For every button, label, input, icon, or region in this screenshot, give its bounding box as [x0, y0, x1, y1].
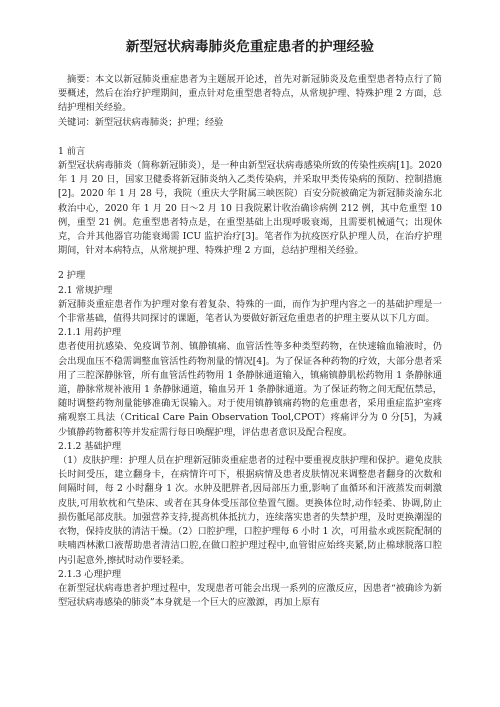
subsection-heading-basic-care: 2.1.2 基础护理	[58, 440, 122, 452]
medication-care-paragraph: 患者使用抗感染、免疫调节剂、镇静镇痛、血管活性等多种类型药物，在快速输血输液时，仍会出现血压不稳需调整血管活性药物剂量的情况[4]。为了保证各种药物的疗效，大部分患者采用了三腔深静脉管，所有血管活性药物用 1 条静脉通道输入，镇痛镇静肌松药物用 1 条静脉通道，静脉常规补液用 1 条静脉通道，输血另开 1 条静脉通道。为了保证药物之间无配伍禁忌，随时调整药物剂量能够准确无误输入。对于使用镇静镇痛药物的危重患者，采用重症监护室疼痛观察工具法（Critical Care Pain Observation Tool,CPOT）疼痛评分为 0 分[5]，为减少镇静药物蓄积等并发症需行每日唤醒护理，评估患者意识及配合程度。	[58, 341, 442, 438]
section-heading-introduction: 1 前言	[58, 145, 86, 157]
section-heading-nursing: 2 护理	[58, 270, 86, 282]
keywords: 关键词：新型冠状病毒肺炎；护理；经验	[58, 116, 224, 128]
document-title: 新型冠状病毒肺炎危重症患者的护理经验	[125, 39, 375, 55]
abstract: 摘要：本文以新冠肺炎重症患者为主题展开论述，首先对新冠肺炎及危重型患者特点行了简要概述，然后在治疗护理期间，重点针对危重型患者特点，从常规护理、特殊护理 2 方面，总结护理相关经验。	[58, 74, 442, 114]
psychological-care-paragraph: 在新型冠状病毒患者护理过程中，发现患者可能会出现一系列的应激反应，因患者“被确诊为新型冠状病毒感染的肺炎”本身就是一个巨大的应激源，再加上原有	[58, 582, 442, 609]
subsection-heading-routine-care: 2.1 常规护理	[58, 284, 113, 296]
introduction-paragraph: 新型冠状病毒肺炎（简称新冠肺炎），是一种由新型冠状病毒感染所致的传染性疾病[1]。2020 年 1 月 20 日，国家卫健委将新冠肺炎纳入乙类传染病，并采取甲类传染病的预防、控制措施[2]。2020 年 1 月 28 号，我院（重庆大学附属三峡医院）百安分院被确定为新冠肺炎渝东北救治中心，2020 年 1 月 20 日～2 月 10 日我院累计收治确诊病例 212 例，其中危重型 10 例，重型 21 例。危重型患者特点是，在重型基础上出现呼吸衰竭，且需要机械通气；出现休克，合并其他器官功能衰竭需 ICU 监护治疗[3]。笔者作为抗疫医疗队护理人员，在治疗护理期间，针对本病特点，从常规护理、特殊护理 2 方面，总结护理相关经验。	[58, 160, 442, 257]
basic-care-paragraph: （1）皮肤护理：护理人员在护理新冠肺炎重症患者的过程中要重视皮肤护理和保护。避免皮肤长时间受压，建立翻身卡，在病情许可下，根据病情及患者皮肤情况来调整患者翻身的次数和间隔时间，每 2 小时翻身 1 次。水肿及肥胖者,因局部压力重,影响了血循环和汗液蒸发而刺激皮肤,可用软枕和气垫床、或者在其身体受压部位垫置气圈。更换体位时,动作轻柔、协调,防止损伤骶尾部皮肤。加强营养支持,提高机体抵抗力，连续落实患者的失禁护理，及时更换潮湿的衣物，保持皮肤的清洁干燥。（2）口腔护理，口腔护理每 6 小时 1 次，可用盐水或医院配制的呋喃西林漱口液帮助患者清洁口腔,在做口腔护理过程中,血管钳应始终夹紧,防止棉球脱落口腔内引起意外,擦拭时动作要轻柔。	[58, 455, 442, 566]
subsection-heading-psychological-care: 2.1.3 心理护理	[58, 568, 122, 580]
routine-care-paragraph: 新冠肺炎重症患者作为护理对象有着复杂、特殊的一面，而作为护理内容之一的基础护理是一个非常基础，值得共同探讨的课题，笔者认为要做好新冠危重患者的护理主要从以下几方面。	[58, 298, 442, 325]
subsection-heading-medication-care: 2.1.1 用药护理	[58, 327, 122, 339]
